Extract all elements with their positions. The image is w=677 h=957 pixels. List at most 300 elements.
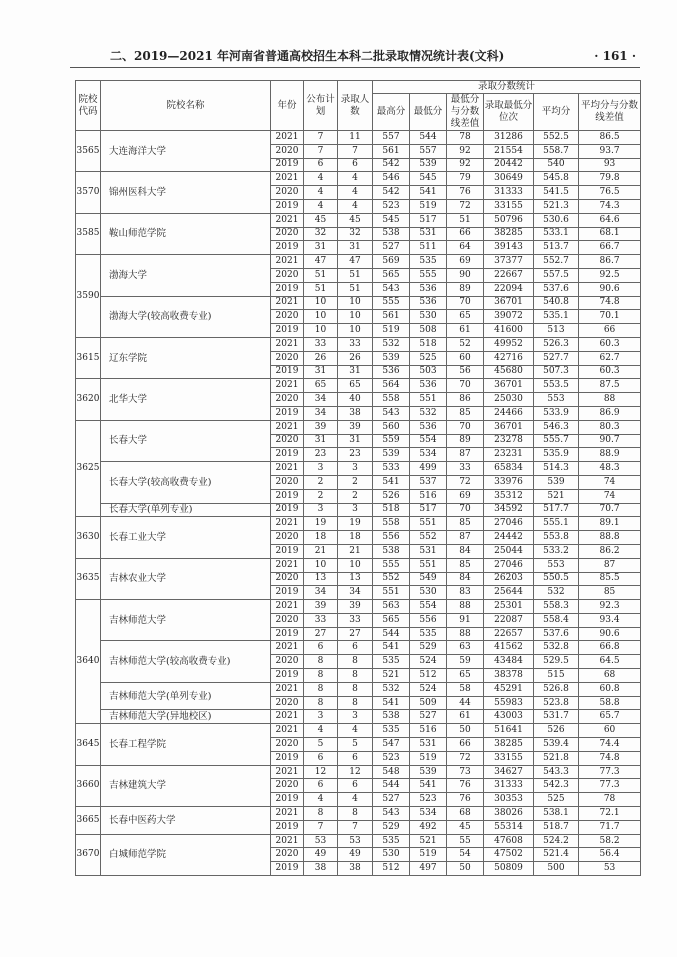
cell-avg: 543.3 bbox=[534, 765, 579, 779]
cell-avg-diff: 64.5 bbox=[579, 655, 641, 669]
cell-min-diff: 61 bbox=[447, 324, 484, 338]
cell-rank: 38285 bbox=[484, 738, 534, 752]
cell-max: 565 bbox=[373, 268, 410, 282]
cell-rank: 36701 bbox=[484, 379, 534, 393]
cell-min-diff: 56 bbox=[447, 365, 484, 379]
cell-max: 552 bbox=[373, 572, 410, 586]
cell-admitted: 3 bbox=[338, 503, 373, 517]
cell-avg-diff: 86.9 bbox=[579, 406, 641, 420]
cell-admitted: 4 bbox=[338, 186, 373, 200]
cell-year: 2019 bbox=[271, 448, 304, 462]
cell-avg: 555.1 bbox=[534, 517, 579, 531]
cell-year: 2021 bbox=[271, 379, 304, 393]
cell-min: 503 bbox=[410, 365, 447, 379]
cell-min: 523 bbox=[410, 793, 447, 807]
school-name: 白城师范学院 bbox=[101, 834, 271, 875]
cell-year: 2019 bbox=[271, 586, 304, 600]
cell-max: 543 bbox=[373, 406, 410, 420]
cell-min: 508 bbox=[410, 324, 447, 338]
cell-min-diff: 91 bbox=[447, 613, 484, 627]
cell-max: 536 bbox=[373, 365, 410, 379]
school-code: 3670 bbox=[76, 834, 101, 875]
cell-admitted: 32 bbox=[338, 227, 373, 241]
cell-year: 2020 bbox=[271, 779, 304, 793]
school-code: 3625 bbox=[76, 420, 101, 517]
cell-admitted: 4 bbox=[338, 724, 373, 738]
school-name: 长春工程学院 bbox=[101, 724, 271, 765]
col-stats: 录取分数统计 bbox=[373, 81, 641, 94]
cell-avg-diff: 60.3 bbox=[579, 337, 641, 351]
cell-plan: 8 bbox=[304, 682, 338, 696]
cell-avg-diff: 62.7 bbox=[579, 351, 641, 365]
cell-plan: 3 bbox=[304, 710, 338, 724]
cell-avg-diff: 66.7 bbox=[579, 241, 641, 255]
cell-admitted: 40 bbox=[338, 393, 373, 407]
cell-min: 518 bbox=[410, 337, 447, 351]
cell-min-diff: 76 bbox=[447, 186, 484, 200]
cell-max: 557 bbox=[373, 131, 410, 145]
col-code: 院校代码 bbox=[76, 81, 101, 131]
school-name: 吉林师范大学(单列专业) bbox=[101, 682, 271, 710]
cell-max: 542 bbox=[373, 158, 410, 172]
cell-year: 2019 bbox=[271, 862, 304, 876]
cell-avg-diff: 86.7 bbox=[579, 255, 641, 269]
cell-plan: 26 bbox=[304, 351, 338, 365]
cell-min: 537 bbox=[410, 475, 447, 489]
cell-avg-diff: 60 bbox=[579, 724, 641, 738]
cell-rank: 33155 bbox=[484, 199, 534, 213]
cell-year: 2020 bbox=[271, 696, 304, 710]
cell-rank: 55314 bbox=[484, 820, 534, 834]
cell-max: 527 bbox=[373, 241, 410, 255]
cell-avg-diff: 92.3 bbox=[579, 600, 641, 614]
cell-admitted: 34 bbox=[338, 586, 373, 600]
cell-avg: 507.3 bbox=[534, 365, 579, 379]
cell-year: 2021 bbox=[271, 682, 304, 696]
cell-admitted: 49 bbox=[338, 848, 373, 862]
cell-rank: 33976 bbox=[484, 475, 534, 489]
cell-avg-diff: 74 bbox=[579, 475, 641, 489]
cell-plan: 27 bbox=[304, 627, 338, 641]
school-code: 3640 bbox=[76, 600, 101, 724]
cell-min-diff: 89 bbox=[447, 282, 484, 296]
cell-min: 551 bbox=[410, 393, 447, 407]
cell-avg: 530.6 bbox=[534, 213, 579, 227]
col-plan: 公布计划 bbox=[304, 81, 338, 131]
cell-min-diff: 70 bbox=[447, 503, 484, 517]
school-name: 吉林师范大学 bbox=[101, 600, 271, 641]
school-name: 长春大学(较高收费专业) bbox=[101, 462, 271, 503]
school-code: 3665 bbox=[76, 807, 101, 835]
cell-avg: 553 bbox=[534, 558, 579, 572]
cell-min: 521 bbox=[410, 834, 447, 848]
cell-plan: 47 bbox=[304, 255, 338, 269]
cell-admitted: 13 bbox=[338, 572, 373, 586]
school-code: 3615 bbox=[76, 337, 101, 378]
cell-avg-diff: 86.5 bbox=[579, 131, 641, 145]
cell-plan: 10 bbox=[304, 324, 338, 338]
cell-rank: 37377 bbox=[484, 255, 534, 269]
cell-admitted: 38 bbox=[338, 406, 373, 420]
cell-rank: 42716 bbox=[484, 351, 534, 365]
school-name: 吉林师范大学(较高收费专业) bbox=[101, 641, 271, 682]
cell-avg: 557.5 bbox=[534, 268, 579, 282]
cell-max: 551 bbox=[373, 586, 410, 600]
cell-min: 499 bbox=[410, 462, 447, 476]
cell-min-diff: 64 bbox=[447, 241, 484, 255]
cell-avg-diff: 90.6 bbox=[579, 627, 641, 641]
cell-avg: 526 bbox=[534, 724, 579, 738]
table-row bbox=[76, 420, 641, 434]
cell-admitted: 65 bbox=[338, 379, 373, 393]
cell-avg-diff: 88.9 bbox=[579, 448, 641, 462]
cell-min: 535 bbox=[410, 255, 447, 269]
cell-plan: 10 bbox=[304, 296, 338, 310]
cell-year: 2020 bbox=[271, 393, 304, 407]
cell-year: 2021 bbox=[271, 213, 304, 227]
cell-max: 555 bbox=[373, 558, 410, 572]
cell-avg-diff: 85.5 bbox=[579, 572, 641, 586]
cell-max: 544 bbox=[373, 627, 410, 641]
cell-avg: 545.8 bbox=[534, 172, 579, 186]
cell-avg: 533.1 bbox=[534, 227, 579, 241]
col-min-diff: 最低分与分数线差值 bbox=[447, 94, 484, 131]
cell-avg: 513.7 bbox=[534, 241, 579, 255]
cell-min-diff: 65 bbox=[447, 310, 484, 324]
cell-avg-diff: 58.8 bbox=[579, 696, 641, 710]
cell-max: 529 bbox=[373, 820, 410, 834]
cell-plan: 8 bbox=[304, 669, 338, 683]
cell-min: 512 bbox=[410, 669, 447, 683]
cell-min: 525 bbox=[410, 351, 447, 365]
cell-max: 544 bbox=[373, 779, 410, 793]
cell-avg-diff: 93.7 bbox=[579, 144, 641, 158]
cell-year: 2021 bbox=[271, 600, 304, 614]
cell-max: 556 bbox=[373, 531, 410, 545]
cell-rank: 30353 bbox=[484, 793, 534, 807]
cell-min: 539 bbox=[410, 765, 447, 779]
cell-min: 519 bbox=[410, 751, 447, 765]
cell-min: 517 bbox=[410, 503, 447, 517]
cell-min-diff: 92 bbox=[447, 158, 484, 172]
table-row bbox=[76, 724, 641, 738]
cell-avg-diff: 66.8 bbox=[579, 641, 641, 655]
cell-avg-diff: 76.5 bbox=[579, 186, 641, 200]
cell-avg-diff: 68 bbox=[579, 669, 641, 683]
school-code: 3585 bbox=[76, 213, 101, 254]
cell-plan: 7 bbox=[304, 144, 338, 158]
cell-admitted: 4 bbox=[338, 199, 373, 213]
cell-admitted: 19 bbox=[338, 517, 373, 531]
cell-avg-diff: 88 bbox=[579, 393, 641, 407]
cell-avg: 500 bbox=[534, 862, 579, 876]
cell-year: 2019 bbox=[271, 489, 304, 503]
cell-rank: 51641 bbox=[484, 724, 534, 738]
cell-min: 516 bbox=[410, 724, 447, 738]
cell-rank: 47608 bbox=[484, 834, 534, 848]
cell-rank: 45291 bbox=[484, 682, 534, 696]
cell-year: 2021 bbox=[271, 710, 304, 724]
cell-min-diff: 44 bbox=[447, 696, 484, 710]
cell-admitted: 6 bbox=[338, 158, 373, 172]
cell-max: 519 bbox=[373, 324, 410, 338]
cell-admitted: 10 bbox=[338, 324, 373, 338]
cell-max: 518 bbox=[373, 503, 410, 517]
cell-year: 2019 bbox=[271, 324, 304, 338]
cell-admitted: 18 bbox=[338, 531, 373, 545]
cell-plan: 38 bbox=[304, 862, 338, 876]
school-code: 3645 bbox=[76, 724, 101, 765]
cell-avg: 553.5 bbox=[534, 379, 579, 393]
cell-year: 2019 bbox=[271, 544, 304, 558]
page-title: 二、2019—2021 年河南省普通高校招生本科二批录取情况统计表(文科) bbox=[110, 49, 505, 63]
cell-rank: 45680 bbox=[484, 365, 534, 379]
cell-year: 2020 bbox=[271, 655, 304, 669]
cell-plan: 53 bbox=[304, 834, 338, 848]
school-code: 3565 bbox=[76, 131, 101, 172]
school-name: 吉林师范大学(异地校区) bbox=[101, 710, 271, 724]
cell-rank: 55983 bbox=[484, 696, 534, 710]
cell-min-diff: 66 bbox=[447, 738, 484, 752]
cell-plan: 39 bbox=[304, 600, 338, 614]
cell-avg: 529.5 bbox=[534, 655, 579, 669]
cell-year: 2020 bbox=[271, 738, 304, 752]
cell-rank: 25644 bbox=[484, 586, 534, 600]
col-admitted: 录取人数 bbox=[338, 81, 373, 131]
page-header bbox=[70, 44, 640, 68]
cell-admitted: 6 bbox=[338, 779, 373, 793]
cell-rank: 47502 bbox=[484, 848, 534, 862]
cell-avg: 541.5 bbox=[534, 186, 579, 200]
cell-admitted: 6 bbox=[338, 641, 373, 655]
cell-rank: 30649 bbox=[484, 172, 534, 186]
cell-year: 2020 bbox=[271, 144, 304, 158]
cell-max: 561 bbox=[373, 144, 410, 158]
cell-plan: 8 bbox=[304, 807, 338, 821]
cell-min: 539 bbox=[410, 158, 447, 172]
cell-admitted: 2 bbox=[338, 475, 373, 489]
cell-max: 523 bbox=[373, 199, 410, 213]
table-row bbox=[76, 765, 641, 779]
school-code: 3570 bbox=[76, 172, 101, 213]
cell-avg: 539 bbox=[534, 475, 579, 489]
cell-min-diff: 88 bbox=[447, 627, 484, 641]
cell-max: 546 bbox=[373, 172, 410, 186]
cell-avg-diff: 77.3 bbox=[579, 765, 641, 779]
cell-min-diff: 54 bbox=[447, 848, 484, 862]
school-name: 渤海大学(较高收费专业) bbox=[101, 296, 271, 337]
school-code: 3635 bbox=[76, 558, 101, 599]
cell-year: 2019 bbox=[271, 199, 304, 213]
cell-avg-diff: 64.6 bbox=[579, 213, 641, 227]
cell-avg: 533.9 bbox=[534, 406, 579, 420]
cell-avg: 521.8 bbox=[534, 751, 579, 765]
cell-avg-diff: 79.8 bbox=[579, 172, 641, 186]
school-name: 吉林农业大学 bbox=[101, 558, 271, 599]
cell-min: 536 bbox=[410, 379, 447, 393]
cell-min-diff: 85 bbox=[447, 558, 484, 572]
cell-min: 531 bbox=[410, 544, 447, 558]
cell-max: 541 bbox=[373, 475, 410, 489]
cell-max: 541 bbox=[373, 696, 410, 710]
cell-max: 527 bbox=[373, 793, 410, 807]
cell-admitted: 7 bbox=[338, 144, 373, 158]
cell-avg-diff: 74.3 bbox=[579, 199, 641, 213]
cell-avg: 540 bbox=[534, 158, 579, 172]
cell-admitted: 10 bbox=[338, 310, 373, 324]
cell-rank: 25030 bbox=[484, 393, 534, 407]
cell-min-diff: 78 bbox=[447, 131, 484, 145]
cell-min: 524 bbox=[410, 655, 447, 669]
cell-min: 519 bbox=[410, 199, 447, 213]
cell-plan: 12 bbox=[304, 765, 338, 779]
cell-avg-diff: 92.5 bbox=[579, 268, 641, 282]
school-name: 长春工业大学 bbox=[101, 517, 271, 558]
cell-avg: 527.7 bbox=[534, 351, 579, 365]
cell-avg-diff: 93 bbox=[579, 158, 641, 172]
cell-min-diff: 60 bbox=[447, 351, 484, 365]
cell-year: 2020 bbox=[271, 613, 304, 627]
cell-rank: 22657 bbox=[484, 627, 534, 641]
table-row bbox=[76, 834, 641, 848]
cell-year: 2021 bbox=[271, 131, 304, 145]
cell-min-diff: 76 bbox=[447, 779, 484, 793]
cell-min-diff: 86 bbox=[447, 393, 484, 407]
cell-min: 531 bbox=[410, 738, 447, 752]
cell-max: 558 bbox=[373, 393, 410, 407]
cell-min: 530 bbox=[410, 310, 447, 324]
cell-min-diff: 65 bbox=[447, 669, 484, 683]
cell-admitted: 23 bbox=[338, 448, 373, 462]
school-code: 3620 bbox=[76, 379, 101, 420]
cell-admitted: 4 bbox=[338, 172, 373, 186]
cell-admitted: 45 bbox=[338, 213, 373, 227]
cell-rank: 41562 bbox=[484, 641, 534, 655]
cell-min-diff: 79 bbox=[447, 172, 484, 186]
cell-avg: 517.7 bbox=[534, 503, 579, 517]
cell-year: 2021 bbox=[271, 807, 304, 821]
cell-rank: 25044 bbox=[484, 544, 534, 558]
cell-admitted: 47 bbox=[338, 255, 373, 269]
cell-plan: 5 bbox=[304, 738, 338, 752]
cell-min: 517 bbox=[410, 213, 447, 227]
cell-min: 552 bbox=[410, 531, 447, 545]
cell-min: 541 bbox=[410, 186, 447, 200]
page-number: · 161 · bbox=[594, 48, 636, 63]
admission-table bbox=[75, 80, 641, 876]
cell-rank: 22094 bbox=[484, 282, 534, 296]
cell-min-diff: 85 bbox=[447, 517, 484, 531]
cell-min-diff: 92 bbox=[447, 144, 484, 158]
cell-avg: 539.4 bbox=[534, 738, 579, 752]
cell-plan: 6 bbox=[304, 751, 338, 765]
cell-rank: 24466 bbox=[484, 406, 534, 420]
cell-rank: 36701 bbox=[484, 420, 534, 434]
cell-min: 541 bbox=[410, 779, 447, 793]
cell-avg-diff: 70.7 bbox=[579, 503, 641, 517]
cell-avg: 552.7 bbox=[534, 255, 579, 269]
cell-admitted: 31 bbox=[338, 365, 373, 379]
cell-rank: 27046 bbox=[484, 517, 534, 531]
cell-plan: 34 bbox=[304, 586, 338, 600]
cell-year: 2020 bbox=[271, 227, 304, 241]
cell-year: 2020 bbox=[271, 268, 304, 282]
cell-avg-diff: 60.8 bbox=[579, 682, 641, 696]
cell-avg-diff: 60.3 bbox=[579, 365, 641, 379]
cell-plan: 6 bbox=[304, 158, 338, 172]
cell-plan: 33 bbox=[304, 613, 338, 627]
cell-avg-diff: 89.1 bbox=[579, 517, 641, 531]
cell-avg: 518.7 bbox=[534, 820, 579, 834]
table-row bbox=[76, 558, 641, 572]
cell-plan: 33 bbox=[304, 337, 338, 351]
cell-year: 2021 bbox=[271, 337, 304, 351]
cell-year: 2019 bbox=[271, 365, 304, 379]
cell-admitted: 33 bbox=[338, 337, 373, 351]
school-name: 吉林建筑大学 bbox=[101, 765, 271, 806]
cell-min-diff: 51 bbox=[447, 213, 484, 227]
cell-admitted: 51 bbox=[338, 268, 373, 282]
table-row bbox=[76, 710, 641, 724]
cell-year: 2021 bbox=[271, 296, 304, 310]
cell-admitted: 11 bbox=[338, 131, 373, 145]
cell-min: 530 bbox=[410, 586, 447, 600]
cell-min-diff: 58 bbox=[447, 682, 484, 696]
cell-plan: 31 bbox=[304, 365, 338, 379]
cell-plan: 10 bbox=[304, 558, 338, 572]
cell-avg: 526.3 bbox=[534, 337, 579, 351]
cell-max: 521 bbox=[373, 669, 410, 683]
cell-plan: 4 bbox=[304, 724, 338, 738]
cell-avg: 542.3 bbox=[534, 779, 579, 793]
cell-admitted: 6 bbox=[338, 751, 373, 765]
table-row bbox=[76, 517, 641, 531]
cell-plan: 6 bbox=[304, 641, 338, 655]
cell-avg: 552.5 bbox=[534, 131, 579, 145]
cell-min-diff: 70 bbox=[447, 420, 484, 434]
cell-min-diff: 50 bbox=[447, 862, 484, 876]
cell-year: 2021 bbox=[271, 517, 304, 531]
cell-year: 2021 bbox=[271, 420, 304, 434]
cell-avg-diff: 74.4 bbox=[579, 738, 641, 752]
cell-plan: 19 bbox=[304, 517, 338, 531]
school-name: 辽东学院 bbox=[101, 337, 271, 378]
cell-min-diff: 90 bbox=[447, 268, 484, 282]
cell-year: 2021 bbox=[271, 255, 304, 269]
cell-year: 2019 bbox=[271, 627, 304, 641]
cell-avg: 514.3 bbox=[534, 462, 579, 476]
cell-plan: 32 bbox=[304, 227, 338, 241]
cell-avg-diff: 48.3 bbox=[579, 462, 641, 476]
cell-admitted: 51 bbox=[338, 282, 373, 296]
cell-rank: 24442 bbox=[484, 531, 534, 545]
cell-rank: 39072 bbox=[484, 310, 534, 324]
cell-max: 541 bbox=[373, 641, 410, 655]
school-name: 长春大学 bbox=[101, 420, 271, 461]
cell-max: 555 bbox=[373, 296, 410, 310]
cell-year: 2021 bbox=[271, 765, 304, 779]
cell-avg: 540.8 bbox=[534, 296, 579, 310]
cell-avg-diff: 74.8 bbox=[579, 296, 641, 310]
cell-min: 535 bbox=[410, 627, 447, 641]
cell-rank: 39143 bbox=[484, 241, 534, 255]
cell-admitted: 39 bbox=[338, 600, 373, 614]
cell-rank: 26203 bbox=[484, 572, 534, 586]
cell-max: 565 bbox=[373, 613, 410, 627]
cell-min: 555 bbox=[410, 268, 447, 282]
cell-rank: 23278 bbox=[484, 434, 534, 448]
cell-min-diff: 76 bbox=[447, 793, 484, 807]
